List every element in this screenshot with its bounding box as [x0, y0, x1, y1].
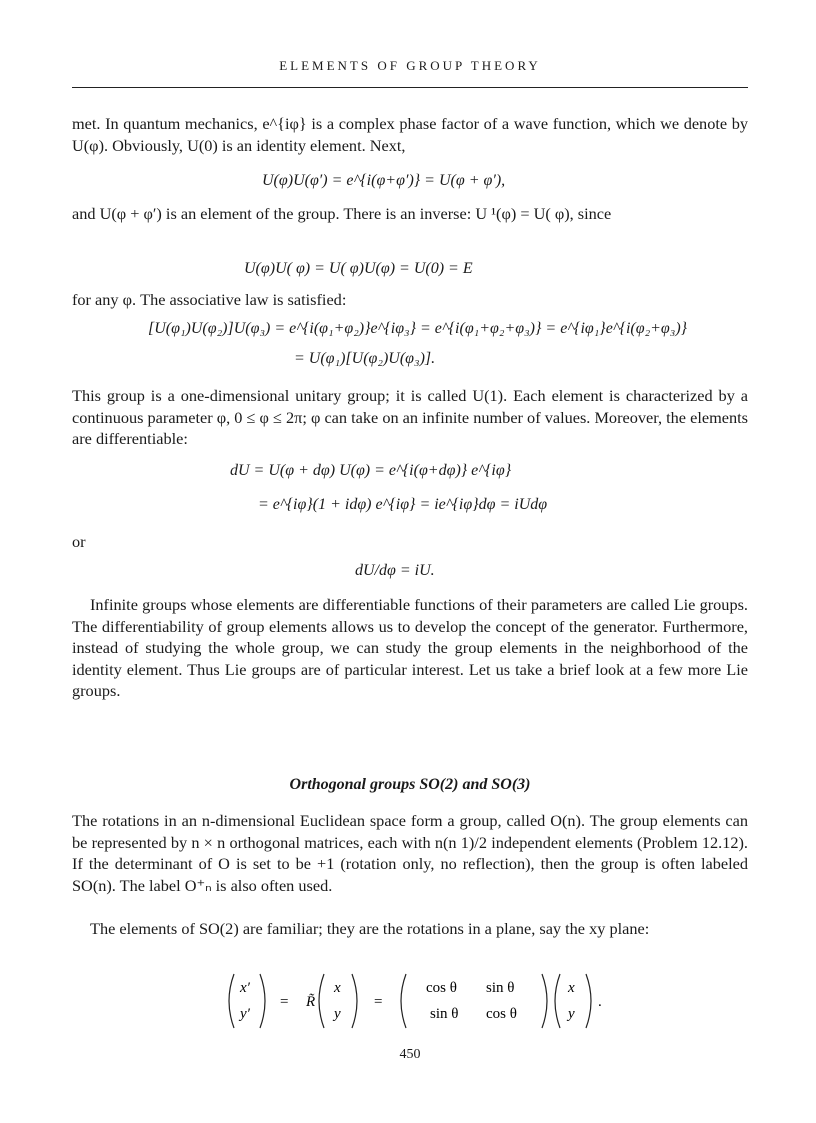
equation-4a: dU = U(φ + dφ) U(φ) = e^{i(φ+dφ)} e^{iφ}	[230, 462, 512, 479]
vec-y-prime: y′	[240, 1006, 250, 1022]
section-title: Orthogonal groups SO(2) and SO(3)	[289, 776, 531, 793]
equation-2: U(φ)U( φ) = U( φ)U(φ) = U(0) = E	[244, 260, 473, 277]
matrix-sin-12: sin θ	[486, 980, 515, 996]
vec-x-2: x	[568, 980, 575, 996]
equation-3b: = U(φ₁)[U(φ₂)U(φ₃)].	[294, 350, 436, 367]
equation-5: dU/dφ = iU.	[355, 562, 435, 579]
matrix-period: .	[598, 994, 602, 1010]
paragraph-3: for any φ. The associative law is satisfied:	[72, 290, 347, 309]
vec-y: y	[334, 1006, 341, 1022]
page-number: 450	[399, 1047, 421, 1062]
equation-4b: = e^{iφ}(1 + idφ) e^{iφ} = ie^{iφ}dφ = iUdφ	[258, 496, 548, 513]
equation-1: U(φ)U(φ′) = e^{i(φ+φ′)} = U(φ + φ′),	[262, 172, 506, 189]
matrix-sin-21: sin θ	[430, 1006, 459, 1022]
matrix-cos-22: cos θ	[486, 1006, 517, 1022]
rotation-matrix-equation	[222, 970, 622, 1036]
vec-x: x	[334, 980, 341, 996]
paragraph-5: or	[72, 532, 86, 551]
running-header: ELEMENTS OF GROUP THEORY	[279, 58, 541, 73]
equals-1: =	[280, 994, 289, 1010]
paragraph-1: met. In quantum mechanics, e^{iφ} is a complex phase factor of a wave function, which we denote by U(φ). Obviously, U(0) is an identity element. Next,	[72, 114, 748, 155]
paragraph-8: The elements of SO(2) are familiar; they are the rotations in a plane, say the xy plane:	[90, 919, 650, 938]
vec-x-prime: x′	[240, 980, 250, 996]
paragraph-4: This group is a one-dimensional unitary group; it is called U(1). Each element is characterized by a continuous parameter φ, 0 ≤ φ ≤ 2π; φ can take on an infinite number of values. Moreover, the elements are differentiable:	[72, 386, 748, 448]
header-rule	[72, 87, 748, 88]
equals-2: =	[374, 994, 383, 1010]
r-tilde: R̃	[306, 994, 316, 1010]
paragraph-7: The rotations in an n-dimensional Euclidean space form a group, called O(n). The group elements can be represented by n × n orthogonal matrices, each with n(n 1)/2 independent elements (Problem 12.12). If the determinant of O is set to be +1 (rotation only, no reflection), then the group is often labeled SO(n). The label O⁺ₙ is also often used.	[72, 811, 748, 895]
paragraph-2: and U(φ + φ′) is an element of the group. There is an inverse: U ¹(φ) = U( φ), since	[72, 204, 612, 223]
paragraph-6: Infinite groups whose elements are differentiable functions of their parameters are called Lie groups. The differentiability of group elements allows us to develop the concept of the generator. Furthermore, instead of studying the whole group, we can study the group elements in the neighborhood of the identity element. Thus Lie groups are of particular interest. Let us take a brief look at a few more Lie groups.	[72, 595, 748, 700]
equation-3a: [U(φ₁)U(φ₂)]U(φ₃) = e^{i(φ₁+φ₂)}e^{iφ₃} = e^{i(φ₁+φ₂+φ₃)} = e^{iφ₁}e^{i(φ₂+φ₃)}	[148, 320, 688, 337]
matrix-cos-11: cos θ	[426, 980, 457, 996]
vec-y-2: y	[568, 1006, 575, 1022]
